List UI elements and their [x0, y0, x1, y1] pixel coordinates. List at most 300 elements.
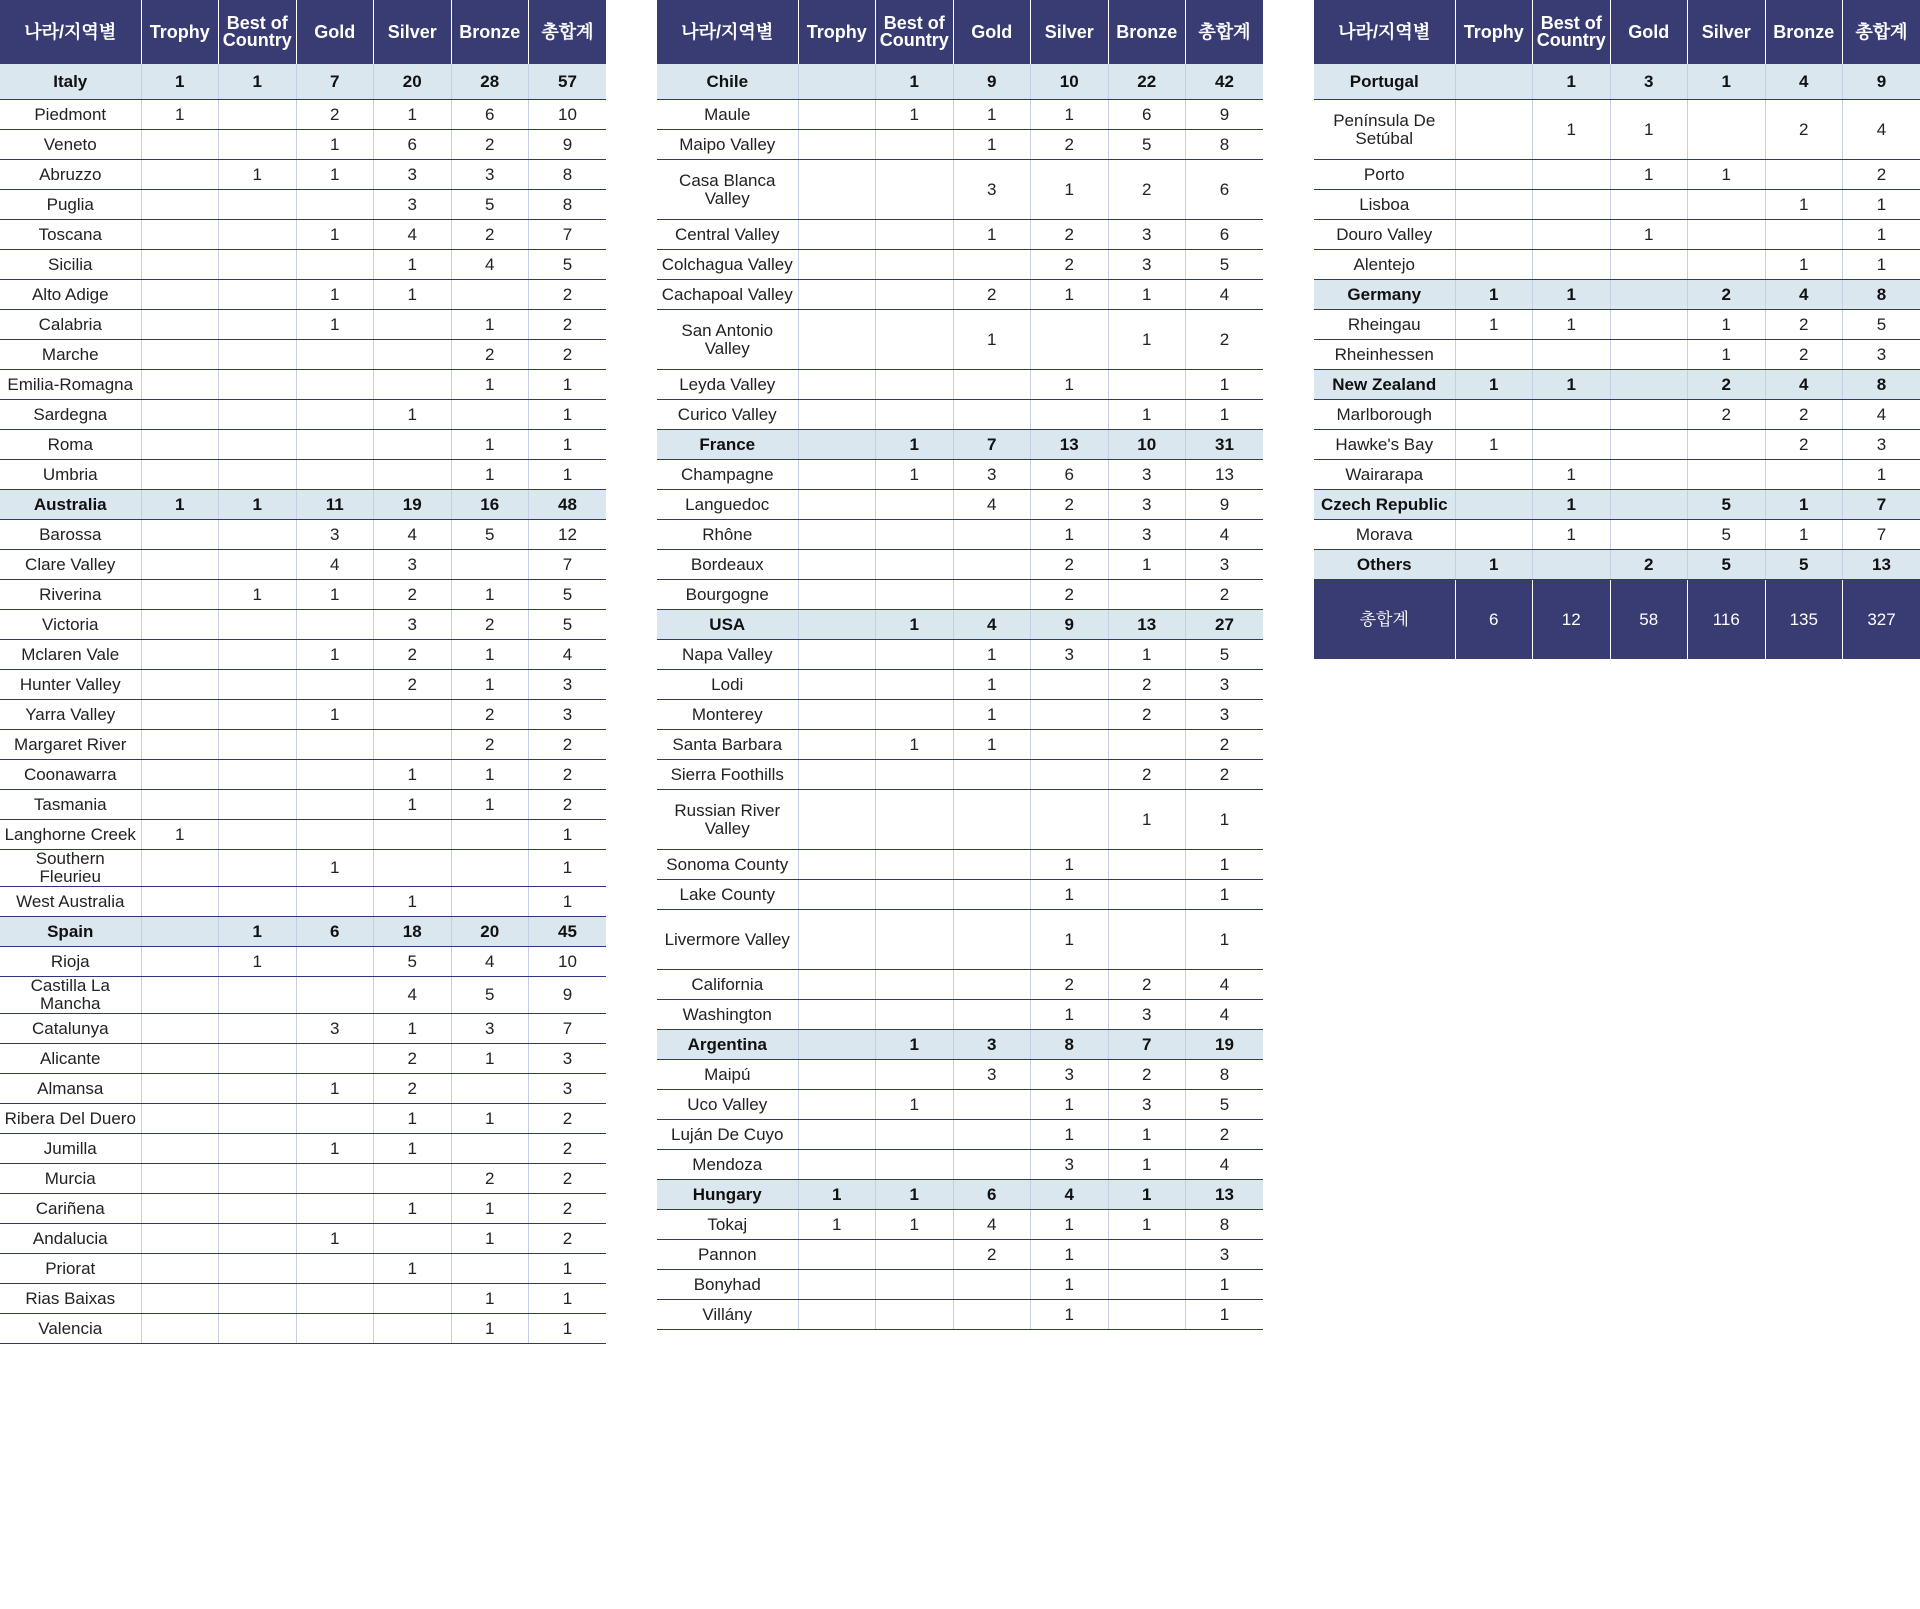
- silver-cell: [1031, 700, 1109, 730]
- bronze-cell: 4: [1765, 64, 1843, 100]
- trophy-cell: [141, 400, 219, 430]
- bronze-cell: [1108, 880, 1186, 910]
- region-row: [657, 580, 1263, 610]
- gold-cell: 3: [953, 1030, 1031, 1060]
- name-cell: Rhône: [657, 520, 798, 550]
- gold-cell: [296, 1194, 374, 1224]
- region-row: [0, 160, 606, 190]
- gold-cell: 58: [1610, 580, 1688, 660]
- country-row: [1314, 280, 1920, 310]
- total-cell: 4: [1186, 520, 1264, 550]
- region-row: [0, 850, 606, 887]
- region-row: [0, 1194, 606, 1224]
- total-cell: 1: [529, 850, 607, 887]
- silver-cell: 1: [374, 1194, 452, 1224]
- bronze-cell: 1: [451, 460, 529, 490]
- silver-cell: 1: [1031, 280, 1109, 310]
- silver-cell: 1: [1688, 160, 1766, 190]
- total-cell: 1: [1843, 190, 1920, 220]
- gold-cell: 1: [296, 1224, 374, 1254]
- trophy-cell: [798, 520, 876, 550]
- trophy-cell: [798, 1120, 876, 1150]
- trophy-cell: [141, 1104, 219, 1134]
- name-cell: Almansa: [0, 1074, 141, 1104]
- name-cell: Jumilla: [0, 1134, 141, 1164]
- silver-cell: 1: [1031, 1210, 1109, 1240]
- total-cell: 10: [529, 947, 607, 977]
- name-cell: Calabria: [0, 310, 141, 340]
- trophy-cell: [798, 1000, 876, 1030]
- name-cell: Murcia: [0, 1164, 141, 1194]
- bronze-cell: [451, 400, 529, 430]
- gold-cell: 1: [296, 640, 374, 670]
- total-cell: 27: [1186, 610, 1264, 640]
- region-row: [657, 850, 1263, 880]
- bronze-cell: 1: [451, 1314, 529, 1344]
- total-cell: 1: [1186, 1300, 1264, 1330]
- bronze-cell: [1108, 910, 1186, 970]
- silver-cell: 3: [374, 160, 452, 190]
- gold-cell: [296, 400, 374, 430]
- region-row: [657, 880, 1263, 910]
- name-cell: Lake County: [657, 880, 798, 910]
- best-of-country-cell: [219, 1224, 297, 1254]
- bronze-cell: [1108, 580, 1186, 610]
- silver-cell: [1031, 670, 1109, 700]
- bronze-cell: 3: [1108, 1090, 1186, 1120]
- region-row: [0, 1314, 606, 1344]
- silver-cell: [1688, 460, 1766, 490]
- bronze-cell: [451, 850, 529, 887]
- gold-cell: [953, 790, 1031, 850]
- gold-cell: [953, 250, 1031, 280]
- best-of-country-cell: [219, 670, 297, 700]
- bronze-cell: 6: [451, 100, 529, 130]
- total-cell: 5: [529, 580, 607, 610]
- bronze-cell: 1: [1108, 280, 1186, 310]
- region-row: [0, 370, 606, 400]
- trophy-cell: [141, 1314, 219, 1344]
- gold-cell: 1: [953, 100, 1031, 130]
- total-cell: 3: [1186, 670, 1264, 700]
- name-cell: Victoria: [0, 610, 141, 640]
- region-row: [0, 430, 606, 460]
- silver-cell: 5: [1688, 550, 1766, 580]
- gold-cell: 3: [953, 460, 1031, 490]
- name-cell: Sicilia: [0, 250, 141, 280]
- name-cell: Maipú: [657, 1060, 798, 1090]
- header-row: [1314, 0, 1920, 64]
- trophy-cell: [798, 100, 876, 130]
- silver-cell: 2: [1031, 490, 1109, 520]
- total-cell: 5: [1186, 640, 1264, 670]
- best-of-country-cell: [876, 280, 954, 310]
- header-best-of-country: Best of Country: [876, 0, 954, 64]
- region-row: [0, 730, 606, 760]
- best-of-country-cell: [219, 310, 297, 340]
- header-region: 나라/지역별: [0, 0, 141, 64]
- name-cell: Languedoc: [657, 490, 798, 520]
- region-row: [657, 310, 1263, 370]
- total-cell: 7: [1843, 520, 1920, 550]
- name-cell: Marche: [0, 340, 141, 370]
- trophy-cell: [798, 1090, 876, 1120]
- total-cell: 1: [1186, 400, 1264, 430]
- silver-cell: 3: [374, 610, 452, 640]
- best-of-country-cell: [219, 1164, 297, 1194]
- region-row: [657, 730, 1263, 760]
- trophy-cell: [141, 1224, 219, 1254]
- gold-cell: [1610, 460, 1688, 490]
- gold-cell: [1610, 310, 1688, 340]
- best-of-country-cell: 1: [876, 1180, 954, 1210]
- bronze-cell: [451, 887, 529, 917]
- gold-cell: [953, 370, 1031, 400]
- region-row: [0, 100, 606, 130]
- silver-cell: 4: [374, 220, 452, 250]
- header-best-of-country: Best of Country: [1533, 0, 1611, 64]
- name-cell: Barossa: [0, 520, 141, 550]
- total-cell: 8: [1843, 280, 1920, 310]
- region-row: [657, 1090, 1263, 1120]
- trophy-cell: [798, 790, 876, 850]
- region-row: [0, 610, 606, 640]
- trophy-cell: [798, 250, 876, 280]
- header-total: 총합계: [1186, 0, 1264, 64]
- silver-cell: [374, 340, 452, 370]
- gold-cell: 1: [296, 130, 374, 160]
- region-row: [0, 887, 606, 917]
- region-row: [0, 1014, 606, 1044]
- bronze-cell: 1: [1108, 1210, 1186, 1240]
- gold-cell: [1610, 250, 1688, 280]
- country-row: [657, 430, 1263, 460]
- bronze-cell: 1: [451, 370, 529, 400]
- silver-cell: 5: [374, 947, 452, 977]
- trophy-cell: 1: [1455, 370, 1533, 400]
- region-row: [0, 1164, 606, 1194]
- header-gold: Gold: [296, 0, 374, 64]
- total-cell: 9: [1186, 100, 1264, 130]
- gold-cell: 3: [1610, 64, 1688, 100]
- bronze-cell: 1: [451, 670, 529, 700]
- name-cell: Cachapoal Valley: [657, 280, 798, 310]
- silver-cell: 1: [1031, 1300, 1109, 1330]
- bronze-cell: [1108, 730, 1186, 760]
- bronze-cell: [1108, 1300, 1186, 1330]
- name-cell: Riverina: [0, 580, 141, 610]
- best-of-country-cell: [876, 640, 954, 670]
- silver-cell: 3: [1031, 1060, 1109, 1090]
- region-row: [657, 1300, 1263, 1330]
- total-cell: 2: [1843, 160, 1920, 190]
- total-cell: 9: [529, 130, 607, 160]
- bronze-cell: 3: [1108, 250, 1186, 280]
- total-cell: 4: [1843, 100, 1920, 160]
- best-of-country-cell: [219, 610, 297, 640]
- region-row: [657, 280, 1263, 310]
- best-of-country-cell: [876, 550, 954, 580]
- region-row: [0, 977, 606, 1014]
- name-cell: Monterey: [657, 700, 798, 730]
- trophy-cell: [798, 1270, 876, 1300]
- region-row: [0, 1044, 606, 1074]
- header-silver: Silver: [1688, 0, 1766, 64]
- name-cell: Roma: [0, 430, 141, 460]
- region-row: [1314, 190, 1920, 220]
- bronze-cell: 2: [1765, 310, 1843, 340]
- name-cell: Yarra Valley: [0, 700, 141, 730]
- gold-cell: [953, 880, 1031, 910]
- trophy-cell: [798, 700, 876, 730]
- gold-cell: [296, 250, 374, 280]
- header-bronze: Bronze: [1765, 0, 1843, 64]
- best-of-country-cell: [219, 700, 297, 730]
- total-cell: 4: [1186, 1150, 1264, 1180]
- region-row: [657, 220, 1263, 250]
- total-cell: 19: [1186, 1030, 1264, 1060]
- best-of-country-cell: 1: [1533, 520, 1611, 550]
- trophy-cell: 1: [141, 100, 219, 130]
- bronze-cell: 1: [451, 430, 529, 460]
- trophy-cell: [798, 460, 876, 490]
- bronze-cell: 1: [451, 1194, 529, 1224]
- name-cell: Veneto: [0, 130, 141, 160]
- bronze-cell: 5: [1765, 550, 1843, 580]
- region-row: [0, 130, 606, 160]
- silver-cell: 1: [1031, 520, 1109, 550]
- best-of-country-cell: 1: [1533, 490, 1611, 520]
- trophy-cell: [141, 280, 219, 310]
- total-cell: 3: [529, 1044, 607, 1074]
- trophy-cell: [1455, 160, 1533, 190]
- silver-cell: 1: [374, 1254, 452, 1284]
- total-cell: 1: [529, 460, 607, 490]
- silver-cell: [374, 310, 452, 340]
- silver-cell: 1: [374, 760, 452, 790]
- silver-cell: [1031, 400, 1109, 430]
- name-cell: Umbria: [0, 460, 141, 490]
- best-of-country-cell: [219, 790, 297, 820]
- trophy-cell: [798, 850, 876, 880]
- total-cell: 8: [1186, 1060, 1264, 1090]
- trophy-cell: [141, 1044, 219, 1074]
- best-of-country-cell: [876, 160, 954, 220]
- region-row: [0, 460, 606, 490]
- gold-cell: 4: [953, 1210, 1031, 1240]
- best-of-country-cell: [219, 550, 297, 580]
- gold-cell: 9: [953, 64, 1031, 100]
- trophy-cell: 1: [141, 820, 219, 850]
- best-of-country-cell: [1533, 190, 1611, 220]
- bronze-cell: 13: [1108, 610, 1186, 640]
- gold-cell: [296, 190, 374, 220]
- gold-cell: 3: [953, 160, 1031, 220]
- trophy-cell: [141, 730, 219, 760]
- total-cell: 6: [1186, 220, 1264, 250]
- country-row: [657, 610, 1263, 640]
- name-cell: Sonoma County: [657, 850, 798, 880]
- trophy-cell: [798, 280, 876, 310]
- gold-cell: [296, 820, 374, 850]
- gold-cell: 1: [953, 310, 1031, 370]
- region-row: [657, 520, 1263, 550]
- silver-cell: 2: [1031, 580, 1109, 610]
- gold-cell: 2: [953, 1240, 1031, 1270]
- gold-cell: [953, 1270, 1031, 1300]
- name-cell: Mclaren Vale: [0, 640, 141, 670]
- total-cell: 3: [1186, 1240, 1264, 1270]
- silver-cell: 2: [1688, 400, 1766, 430]
- name-cell: Rioja: [0, 947, 141, 977]
- name-cell: Spain: [0, 917, 141, 947]
- gold-cell: [953, 1090, 1031, 1120]
- silver-cell: 3: [1031, 640, 1109, 670]
- bronze-cell: 1: [451, 1104, 529, 1134]
- best-of-country-cell: [876, 1270, 954, 1300]
- trophy-cell: [1455, 460, 1533, 490]
- silver-cell: 20: [374, 64, 452, 100]
- gold-cell: [296, 760, 374, 790]
- trophy-cell: [141, 550, 219, 580]
- bronze-cell: 1: [451, 580, 529, 610]
- total-cell: 31: [1186, 430, 1264, 460]
- gold-cell: 3: [296, 520, 374, 550]
- best-of-country-cell: [876, 1300, 954, 1330]
- trophy-cell: [141, 1134, 219, 1164]
- silver-cell: 1: [374, 280, 452, 310]
- trophy-cell: [141, 250, 219, 280]
- bronze-cell: 1: [1108, 790, 1186, 850]
- silver-cell: 8: [1031, 1030, 1109, 1060]
- total-cell: 9: [529, 977, 607, 1014]
- trophy-cell: [141, 670, 219, 700]
- bronze-cell: 1: [451, 790, 529, 820]
- silver-cell: 4: [1031, 1180, 1109, 1210]
- best-of-country-cell: [876, 910, 954, 970]
- total-cell: 5: [1186, 250, 1264, 280]
- region-row: [1314, 400, 1920, 430]
- trophy-cell: [798, 730, 876, 760]
- silver-cell: 1: [1031, 1000, 1109, 1030]
- name-cell: California: [657, 970, 798, 1000]
- region-row: [657, 490, 1263, 520]
- best-of-country-cell: [1533, 220, 1611, 250]
- region-row: [1314, 340, 1920, 370]
- best-of-country-cell: [219, 370, 297, 400]
- region-row: [657, 760, 1263, 790]
- name-cell: Casa Blanca Valley: [657, 160, 798, 220]
- region-row: [1314, 460, 1920, 490]
- total-cell: 2: [529, 1164, 607, 1194]
- silver-cell: 1: [1031, 370, 1109, 400]
- bronze-cell: 20: [451, 917, 529, 947]
- silver-cell: 1: [1688, 64, 1766, 100]
- name-cell: Priorat: [0, 1254, 141, 1284]
- best-of-country-cell: [219, 190, 297, 220]
- trophy-cell: [798, 1060, 876, 1090]
- name-cell: France: [657, 430, 798, 460]
- header-bronze: Bronze: [1108, 0, 1186, 64]
- bronze-cell: 2: [451, 610, 529, 640]
- gold-cell: [296, 1164, 374, 1194]
- total-cell: 327: [1843, 580, 1920, 660]
- silver-cell: 6: [374, 130, 452, 160]
- gold-cell: 1: [953, 670, 1031, 700]
- total-cell: 48: [529, 490, 607, 520]
- bronze-cell: 6: [1108, 100, 1186, 130]
- bronze-cell: [1765, 160, 1843, 190]
- trophy-cell: [141, 430, 219, 460]
- region-row: [0, 340, 606, 370]
- silver-cell: 4: [374, 520, 452, 550]
- gold-cell: [953, 520, 1031, 550]
- best-of-country-cell: [219, 760, 297, 790]
- best-of-country-cell: [876, 790, 954, 850]
- bronze-cell: 1: [1108, 1120, 1186, 1150]
- silver-cell: [374, 1164, 452, 1194]
- region-row: [0, 1074, 606, 1104]
- best-of-country-cell: [219, 820, 297, 850]
- silver-cell: 2: [374, 670, 452, 700]
- silver-cell: 5: [1688, 520, 1766, 550]
- name-cell: Tokaj: [657, 1210, 798, 1240]
- region-row: [657, 1000, 1263, 1030]
- best-of-country-cell: [876, 400, 954, 430]
- gold-cell: [296, 947, 374, 977]
- gold-cell: 1: [296, 160, 374, 190]
- bronze-cell: [1108, 1270, 1186, 1300]
- total-cell: 1: [1843, 220, 1920, 250]
- region-row: [657, 1150, 1263, 1180]
- gold-cell: [953, 1300, 1031, 1330]
- trophy-cell: 6: [1455, 580, 1533, 660]
- region-row: [0, 1254, 606, 1284]
- country-row: [1314, 550, 1920, 580]
- trophy-cell: [141, 1074, 219, 1104]
- name-cell: New Zealand: [1314, 370, 1455, 400]
- silver-cell: 2: [1031, 130, 1109, 160]
- trophy-cell: [141, 1284, 219, 1314]
- trophy-cell: [798, 490, 876, 520]
- name-cell: Uco Valley: [657, 1090, 798, 1120]
- region-row: [657, 550, 1263, 580]
- gold-cell: [296, 340, 374, 370]
- best-of-country-cell: 1: [876, 64, 954, 100]
- region-row: [0, 400, 606, 430]
- gold-cell: [953, 400, 1031, 430]
- region-row: [0, 700, 606, 730]
- best-of-country-cell: [219, 250, 297, 280]
- bronze-cell: 1: [1108, 310, 1186, 370]
- name-cell: Leyda Valley: [657, 370, 798, 400]
- gold-cell: [296, 887, 374, 917]
- region-row: [0, 310, 606, 340]
- bronze-cell: 5: [1108, 130, 1186, 160]
- region-row: [657, 910, 1263, 970]
- gold-cell: [296, 790, 374, 820]
- name-cell: Hawke's Bay: [1314, 430, 1455, 460]
- trophy-cell: [141, 460, 219, 490]
- gold-cell: 7: [953, 430, 1031, 460]
- trophy-cell: [798, 610, 876, 640]
- silver-cell: 2: [1031, 250, 1109, 280]
- region-row: [0, 947, 606, 977]
- medal-table-middle: [657, 0, 1263, 1330]
- silver-cell: 2: [374, 580, 452, 610]
- best-of-country-cell: 1: [219, 64, 297, 100]
- best-of-country-cell: 1: [876, 1030, 954, 1060]
